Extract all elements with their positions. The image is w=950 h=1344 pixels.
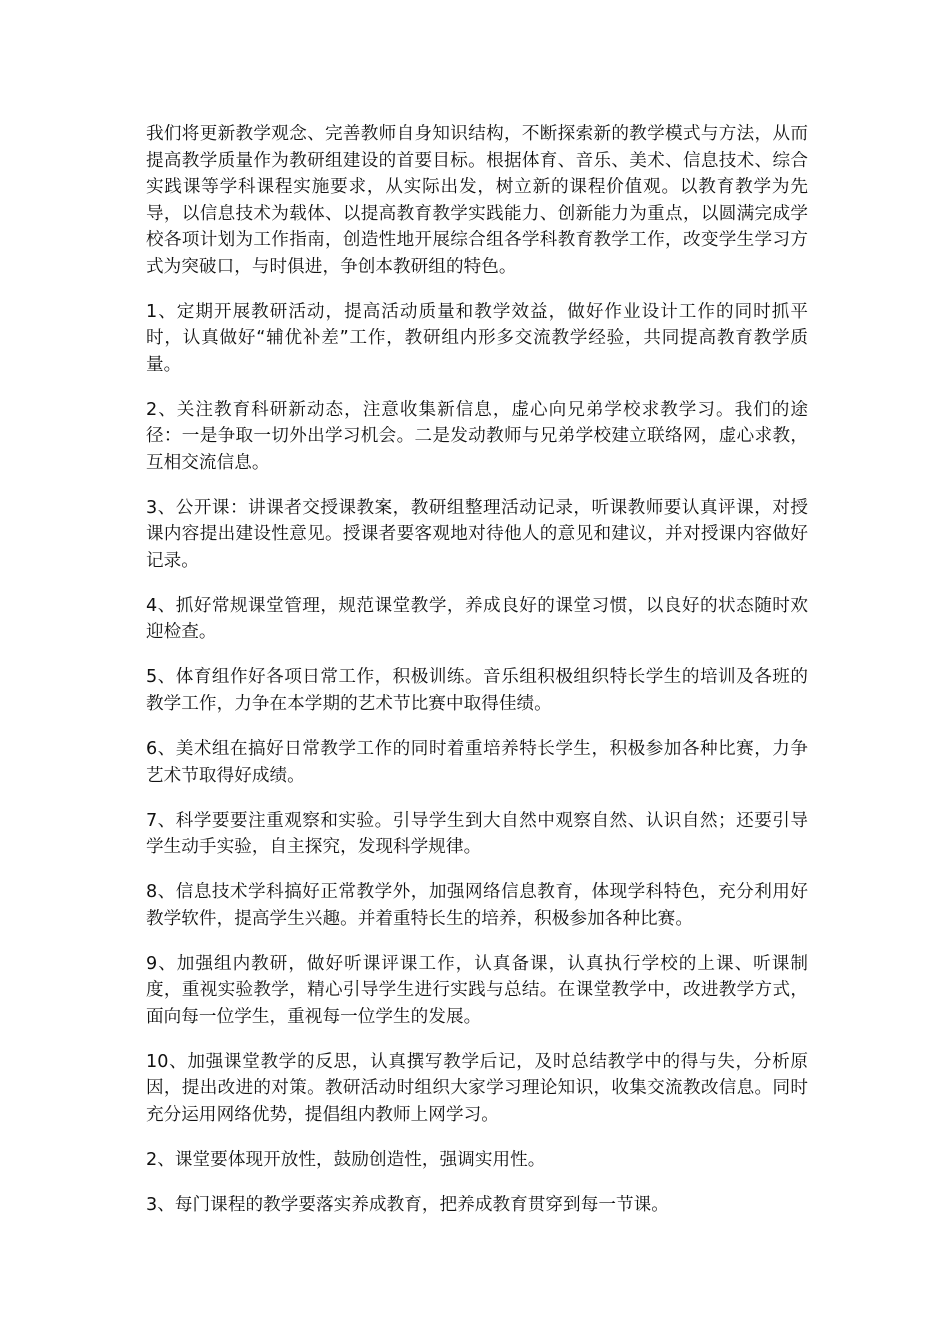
document-body <box>146 121 808 1237</box>
item-paragraph-2: 2、关注教育科研新动态，注意收集新信息，虚心向兄弟学校求教学习。我们的途径：一是争取一切外出学习机会。二是发动教师与兄弟学校建立联络网，虚心求教，互相交流信息。 <box>146 399 808 473</box>
item-paragraph-5: 5、体育组作好各项日常工作，积极训练。音乐组积极组织特长学生的培训及各班的教学工作，力争在本学期的艺术节比赛中取得佳绩。 <box>146 667 808 714</box>
item-paragraph-3b: 3、每门课程的教学要落实养成教育，把养成教育贯穿到每一节课。 <box>146 1195 669 1216</box>
intro-paragraph: 我们将更新教学观念、完善教师自身知识结构，不断探索新的教学模式与方法，从而提高教学质量作为教研组建设的首要目标。根据体育、音乐、美术、信息技术、综合实践课等学科课程实施要求，从实际出发，树立新的课程价值观。以教育教学为先导，以信息技术为载体、以提高教育教学实践能力、创新能力为重点，以圆满完成学校各项计划为工作指南，创造性地开展综合组各学科教育教学工作，改变学生学习方式为突破口，与时俱进，争创本教研组的特色。 <box>146 124 808 277</box>
item-paragraph-8: 8、信息技术学科搞好正常教学外，加强网络信息教育，体现学科特色，充分利用好教学软件，提高学生兴趣。并着重特长生的培养，积极参加各种比赛。 <box>146 882 808 929</box>
item-paragraph-7: 7、科学要要注重观察和实验。引导学生到大自然中观察自然、认识自然；还要引导学生动手实验，自主探究，发现科学规律。 <box>146 810 808 858</box>
item-paragraph-3: 3、公开课：讲课者交授课教案，教研组整理活动记录，听课教师要认真评课，对授课内容提出建设性意见。授课者要客观地对待他人的意见和建议，并对授课内容做好记录。 <box>146 497 808 571</box>
item-paragraph-1: 1、定期开展教研活动，提高活动质量和教学效益，做好作业设计工作的同时抓平时，认真做好“辅优补差”工作，教研组内形多交流教学经验，共同提高教育教学质量。 <box>146 301 808 375</box>
item-paragraph-9: 9、加强组内教研，做好听课评课工作，认真备课，认真执行学校的上课、听课制度，重视实验教学，精心引导学生进行实践与总结。在课堂教学中，改进教学方式，面向每一位学生，重视每一位学生的发展。 <box>146 953 808 1027</box>
item-paragraph-2b: 2、课堂要体现开放性，鼓励创造性，强调实用性。 <box>146 1150 546 1171</box>
item-paragraph-10: 10、加强课堂教学的反思，认真撰写教学后记，及时总结教学中的得与失，分析原因，提出改进的对策。教研活动时组织大家学习理论知识，收集交流教改信息。同时充分运用网络优势，提倡组内教师上网学习。 <box>146 1051 808 1125</box>
item-paragraph-6: 6、美术组在搞好日常教学工作的同时着重培养特长学生，积极参加各种比赛，力争艺术节取得好成绩。 <box>146 739 808 786</box>
item-paragraph-4: 4、抓好常规课堂管理，规范课堂教学，养成良好的课堂习惯，以良好的状态随时欢迎检查。 <box>146 595 808 643</box>
